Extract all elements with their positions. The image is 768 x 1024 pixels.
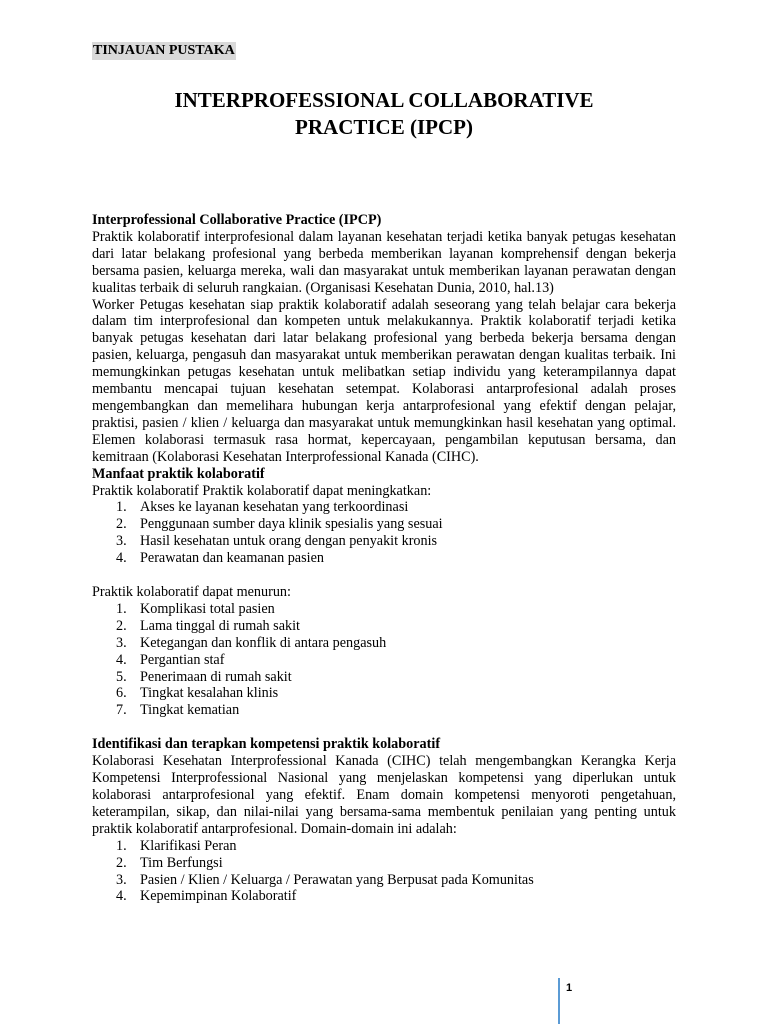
section-heading-benefits: Manfaat praktik kolaboratif <box>92 465 265 482</box>
list-item <box>92 838 676 855</box>
list-item <box>92 888 676 905</box>
paragraph-decrease-intro: Praktik kolaboratif dapat menurun: <box>92 584 291 601</box>
list-text: Akses ke layanan kesehatan yang terkoordinasi <box>140 499 409 516</box>
list-number: 2. <box>116 617 127 634</box>
list-item <box>92 533 676 550</box>
list-text: Penggunaan sumber daya klinik spesialis yang sesuai <box>140 516 443 533</box>
list-item <box>92 550 676 567</box>
list-increase <box>92 499 676 567</box>
page-number-divider <box>558 978 560 1024</box>
list-item <box>92 702 676 719</box>
list-text: Pasien / Klien / Keluarga / Perawatan yang Berpusat pada Komunitas <box>140 871 534 888</box>
list-number: 3. <box>116 871 127 888</box>
list-number: 4. <box>116 651 127 668</box>
list-text: Hasil kesehatan untuk orang dengan penyakit kronis <box>140 533 438 550</box>
paragraph-worker: Worker Petugas kesehatan siap praktik kolaboratif adalah seseorang yang telah belajar cara bekerja dalam tim interprofesional dan kompeten untuk melakukannya. Praktik kolaboratif terjadi ketika banyak petugas kesehatan dari latar belakang profesional yang berbeda bekerja bersama dengan pasien, keluarga, pengasuh dan masyarakat untuk memberikan perawatan dengan kualitas terbaik. Ini memungkinkan petugas kesehatan untuk melibatkan setiap individu yang keterampilannya dapat membantu mencapai tujuan kesehatan setempat. Kolaborasi antarprofesional adalah proses mengembangkan dan memelihara hubungan kerja antarprofesional yang efektif dengan pelajar, praktisi, pasien / klien / keluarga dan masyarakat untuk memungkinkan hasil kesehatan yang optimal. Elemen kolaborasi termasuk rasa hormat, kepercayaan, pengambilan keputusan bersama, dan kemitraan (Kolaborasi Kesehatan Interprofessional Kanada (CIHC). <box>92 296 676 465</box>
list-number: 1. <box>116 499 127 516</box>
list-text: Perawatan dan keamanan pasien <box>140 550 324 567</box>
list-number: 5. <box>116 668 127 685</box>
page-title <box>92 87 676 141</box>
list-decrease <box>92 601 676 719</box>
spacer <box>92 719 676 736</box>
list-item <box>92 685 676 702</box>
section-heading-competencies: Identifikasi dan terapkan kompetensi praktik kolaboratif <box>92 736 441 753</box>
paragraph-definition: Praktik kolaboratif interprofesional dalam layanan kesehatan terjadi ketika banyak petugas kesehatan dari latar belakang profesional yang berbeda memberikan layanan komprehensif dengan bekerja bersama pasien, keluarga mereka, wali dan masyarakat untuk memberikan layanan perawatan dengan kualitas terbaik di seluruh rangkaian. (Organisasi Kesehatan Dunia, 2010, hal.13) <box>92 228 676 296</box>
list-text: Pergantian staf <box>140 651 225 668</box>
list-text: Kepemimpinan Kolaboratif <box>140 888 297 905</box>
paragraph-competencies: Kolaborasi Kesehatan Interprofessional Kanada (CIHC) telah mengembangkan Kerangka Kerja Kompetensi Interprofessional Nasional yang menjelaskan kompetensi yang diperlukan untuk kolaborasi antarprofesional yang efektif. Enam domain kompetensi menyoroti pengetahuan, keterampilan, sikap, dan nilai-nilai yang bersama-sama membentuk penilaian yang penting untuk praktik kolaboratif antarprofesional. Domain-domain ini adalah: <box>92 753 676 837</box>
title-line-1: INTERPROFESSIONAL COLLABORATIVE <box>174 88 594 112</box>
list-number: 6. <box>116 685 127 702</box>
list-number: 1. <box>116 600 127 617</box>
list-text: Tim Berfungsi <box>140 854 223 871</box>
list-text: Ketegangan dan konflik di antara pengasuh <box>140 634 387 651</box>
list-text: Tingkat kematian <box>140 702 240 719</box>
list-item <box>92 618 676 635</box>
list-number: 2. <box>116 516 127 533</box>
list-number: 3. <box>116 634 127 651</box>
document-body <box>92 212 676 905</box>
list-item <box>92 516 676 533</box>
list-text: Komplikasi total pasien <box>140 600 275 617</box>
list-item <box>92 855 676 872</box>
list-number: 2. <box>116 854 127 871</box>
section-heading-ipcp: Interprofessional Collaborative Practice (IPCP) <box>92 212 382 228</box>
list-text: Lama tinggal di rumah sakit <box>140 617 300 634</box>
list-number: 4. <box>116 550 127 567</box>
list-text: Tingkat kesalahan klinis <box>140 685 279 702</box>
page-number: 1 <box>566 982 573 994</box>
list-domains <box>92 838 676 906</box>
list-item <box>92 872 676 889</box>
list-item <box>92 601 676 618</box>
list-text: Penerimaan di rumah sakit <box>140 668 292 685</box>
list-item <box>92 652 676 669</box>
list-number: 4. <box>116 888 127 905</box>
list-item <box>92 669 676 686</box>
list-item <box>92 499 676 516</box>
list-number: 3. <box>116 533 127 550</box>
list-number: 1. <box>116 837 127 854</box>
spacer <box>92 567 676 584</box>
title-line-2: PRACTICE (IPCP) <box>295 115 473 139</box>
paragraph-increase-intro: Praktik kolaboratif Praktik kolaboratif dapat meningkatkan: <box>92 482 432 499</box>
list-text: Klarifikasi Peran <box>140 837 237 854</box>
section-label: TINJAUAN PUSTAKA <box>93 43 235 58</box>
list-item <box>92 635 676 652</box>
list-number: 7. <box>116 702 127 719</box>
